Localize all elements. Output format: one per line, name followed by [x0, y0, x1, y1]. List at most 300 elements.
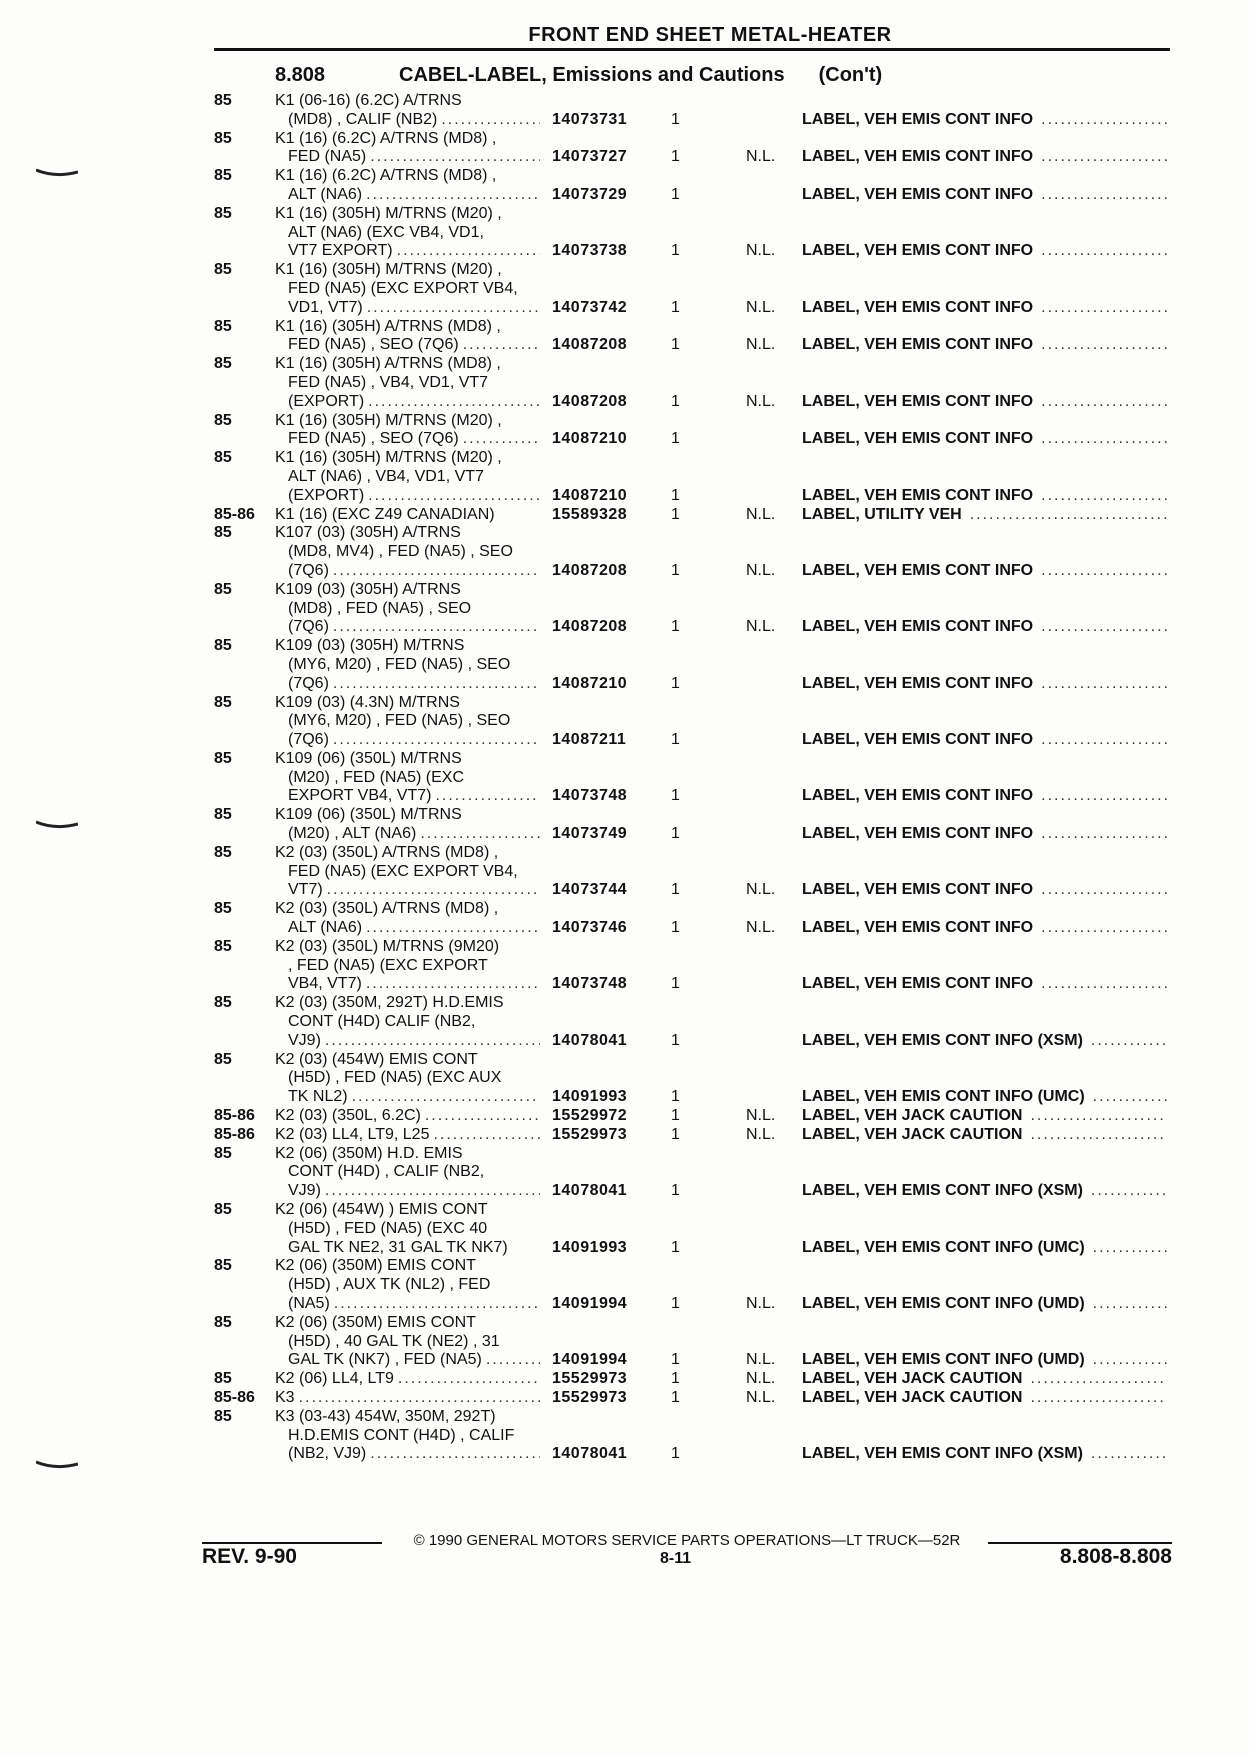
model-year: 85 [214, 843, 232, 861]
description-line [275, 186, 540, 205]
part-number: 14087210 [552, 674, 628, 692]
description-text: K1 (16) (305H) A/TRNS (MD8) , [275, 355, 501, 373]
part-name [802, 186, 1167, 205]
description-text: ALT (NA6) [288, 919, 363, 937]
dot-leader [393, 242, 540, 261]
part-name-text: LABEL, VEH EMIS CONT INFO [802, 392, 1034, 410]
description-line [275, 1126, 540, 1145]
dot-leader [321, 1182, 540, 1201]
description-line [275, 111, 540, 130]
parts-row [0, 637, 1249, 693]
description-line [275, 1445, 540, 1464]
description-text: (MY6, M20) , FED (NA5) , SEO [288, 712, 511, 730]
parts-row [0, 938, 1249, 994]
quantity: 1 [671, 110, 680, 128]
description-line [275, 1427, 540, 1446]
application-description [275, 1126, 540, 1145]
description-text: K109 (06) (350L) M/TRNS [275, 806, 462, 824]
quantity: 1 [671, 185, 680, 203]
part-number: 15529972 [552, 1107, 628, 1125]
dot-leader [364, 393, 540, 412]
model-year: 85-86 [214, 505, 255, 523]
parts-row [0, 1107, 1249, 1126]
quantity: 1 [671, 505, 680, 523]
description-text: FED (NA5) (EXC EXPORT VB4, [288, 279, 518, 297]
dot-leader [1033, 111, 1167, 130]
model-year: 85 [214, 1144, 232, 1162]
application-description [275, 1201, 540, 1257]
description-text: ALT (NA6) , VB4, VD1, VT7 [288, 467, 484, 485]
model-year: 85 [214, 637, 232, 655]
part-name [802, 487, 1167, 506]
part-number: 14073729 [552, 185, 628, 203]
description-text: (MD8) , CALIF (NB2) [288, 110, 438, 128]
quantity: 1 [671, 1107, 680, 1125]
description-line [275, 224, 540, 243]
part-name [802, 393, 1167, 412]
model-year: 85-86 [214, 1388, 255, 1406]
application-description [275, 1051, 540, 1107]
quantity: 1 [671, 392, 680, 410]
quantity: 1 [671, 1238, 680, 1256]
part-number: 14078041 [552, 1445, 628, 1463]
description-text: K1 (16) (EXC Z49 CANADIAN) [275, 505, 495, 523]
description-text: K2 (06) (350M) H.D. EMIS [275, 1144, 463, 1162]
description-line [275, 1145, 540, 1164]
part-number: 14078041 [552, 1031, 628, 1049]
part-name-text: LABEL, VEH EMIS CONT INFO (XSM) [802, 1182, 1083, 1200]
description-line [275, 750, 540, 769]
part-name [802, 1107, 1167, 1126]
description-text: K109 (03) (4.3N) M/TRNS [275, 693, 460, 711]
part-name [802, 1295, 1167, 1314]
dot-leader [437, 111, 540, 130]
part-number: 14091994 [552, 1295, 628, 1312]
not-listed-flag: N.L. [746, 1388, 776, 1406]
dot-leader [394, 1370, 540, 1389]
model-year: 85 [214, 355, 232, 373]
part-number: 14073731 [552, 110, 628, 128]
part-number: 14087208 [552, 336, 628, 354]
dot-leader [1033, 618, 1167, 637]
section-heading [275, 64, 882, 87]
description-line [275, 1107, 540, 1126]
quantity: 1 [671, 731, 680, 749]
dot-leader [1022, 1370, 1167, 1389]
description-line [275, 675, 540, 694]
header-rule [214, 48, 1170, 51]
application-description [275, 806, 540, 844]
application-description [275, 1257, 540, 1313]
description-line [275, 806, 540, 825]
part-name [802, 975, 1167, 994]
description-line [275, 543, 540, 562]
part-number: 14091993 [552, 1088, 628, 1106]
model-year: 85 [214, 524, 232, 542]
application-description [275, 261, 540, 317]
quantity: 1 [671, 1370, 680, 1388]
parts-row [0, 1370, 1249, 1389]
dot-leader [366, 148, 540, 167]
not-listed-flag: N.L. [746, 392, 776, 410]
quantity: 1 [671, 298, 680, 316]
model-year: 85 [214, 167, 232, 185]
part-name-text: LABEL, VEH EMIS CONT INFO [802, 336, 1034, 354]
parts-row [0, 1126, 1249, 1145]
section-continued: (Con't) [818, 64, 883, 86]
part-number: 14073746 [552, 919, 628, 937]
model-year: 85 [214, 449, 232, 467]
description-text: K3 [275, 1388, 295, 1406]
dot-leader [459, 336, 540, 355]
description-line [275, 581, 540, 600]
not-listed-flag: N.L. [746, 561, 776, 579]
part-number: 14087210 [552, 486, 628, 504]
part-name [802, 1182, 1167, 1201]
dot-leader [1083, 1182, 1167, 1201]
not-listed-flag: N.L. [746, 505, 776, 523]
description-line [275, 618, 540, 637]
description-text: (NB2, VJ9) [288, 1445, 367, 1463]
application-description [275, 900, 540, 938]
dot-leader [1033, 919, 1167, 938]
dot-leader [329, 618, 540, 637]
description-text: K2 (06) (454W) ) EMIS CONT [275, 1201, 488, 1219]
not-listed-flag: N.L. [746, 1125, 776, 1143]
description-line [275, 205, 540, 224]
part-name-text: LABEL, VEH EMIS CONT INFO (UMC) [802, 1088, 1085, 1106]
part-name [802, 1351, 1167, 1370]
model-year: 85 [214, 1370, 232, 1388]
description-line [275, 975, 540, 994]
part-name [802, 299, 1167, 318]
parts-row [0, 449, 1249, 505]
application-description [275, 750, 540, 806]
parts-row [0, 130, 1249, 168]
dot-leader [1083, 1445, 1167, 1464]
part-name [802, 618, 1167, 637]
quantity: 1 [671, 881, 680, 899]
quantity: 1 [671, 430, 680, 448]
description-text: VJ9) [288, 1182, 321, 1200]
description-text: (7Q6) [288, 674, 329, 692]
page-header-title: FRONT END SHEET METAL-HEATER [528, 24, 892, 46]
description-line [275, 430, 540, 449]
description-text: K1 (16) (305H) M/TRNS (M20) , [275, 449, 502, 467]
application-description [275, 1107, 540, 1126]
description-line [275, 167, 540, 186]
not-listed-flag: N.L. [746, 148, 776, 166]
parts-row [0, 261, 1249, 317]
parts-row [0, 1145, 1249, 1201]
dot-leader [1033, 487, 1167, 506]
not-listed-flag: N.L. [746, 1351, 776, 1369]
description-text: K1 (16) (305H) A/TRNS (MD8) , [275, 317, 501, 335]
description-text: GAL TK NE2, 31 GAL TK NK7) [288, 1238, 508, 1256]
part-name [802, 731, 1167, 750]
application-description [275, 938, 540, 994]
description-text: (7Q6) [288, 561, 329, 579]
model-year: 85 [214, 1050, 232, 1068]
description-text: (M20) , ALT (NA6) [288, 825, 417, 843]
description-text: K2 (03) (350L) A/TRNS (MD8) , [275, 900, 499, 918]
model-year: 85 [214, 749, 232, 767]
parts-row [0, 994, 1249, 1050]
part-name-text: LABEL, VEH EMIS CONT INFO (UMD) [802, 1295, 1085, 1312]
description-text: VJ9) [288, 1031, 321, 1049]
description-text: (7Q6) [288, 731, 329, 749]
dot-leader [1033, 731, 1167, 750]
not-listed-flag: N.L. [746, 881, 776, 899]
part-name [802, 562, 1167, 581]
dot-leader [1033, 975, 1167, 994]
dot-leader [295, 1389, 540, 1408]
dot-leader [1033, 299, 1167, 318]
description-text: (EXPORT) [288, 486, 365, 504]
model-year: 85-86 [214, 1125, 255, 1143]
part-number: 14073738 [552, 242, 628, 260]
description-line [275, 374, 540, 393]
dot-leader [416, 825, 540, 844]
model-year: 85 [214, 900, 232, 918]
description-text: GAL TK (NK7) , FED (NA5) [288, 1351, 482, 1369]
part-name-text: LABEL, VEH EMIS CONT INFO [802, 242, 1034, 260]
dot-leader [1033, 393, 1167, 412]
dot-leader [323, 881, 540, 900]
parts-row [0, 1389, 1249, 1408]
quantity: 1 [671, 148, 680, 166]
quantity: 1 [671, 1295, 680, 1312]
description-text: (EXPORT) [288, 392, 365, 410]
model-year: 85 [214, 317, 232, 335]
parts-row [0, 694, 1249, 750]
description-text: FED (NA5) , SEO (7Q6) [288, 336, 459, 354]
dot-leader [1033, 881, 1167, 900]
part-number: 14091994 [552, 1351, 628, 1369]
part-name [802, 675, 1167, 694]
description-line [275, 524, 540, 543]
description-text: K1 (16) (6.2C) A/TRNS (MD8) , [275, 167, 497, 185]
part-name-text: LABEL, UTILITY VEH [802, 505, 962, 523]
dot-leader [1033, 186, 1167, 205]
dot-leader [362, 186, 540, 205]
application-description [275, 524, 540, 580]
dot-leader [1083, 1032, 1167, 1051]
description-text: H.D.EMIS CONT (H4D) , CALIF [288, 1426, 515, 1444]
dot-leader [1033, 336, 1167, 355]
description-line [275, 449, 540, 468]
parts-row [0, 1051, 1249, 1107]
parts-row [0, 167, 1249, 205]
description-text: K1 (16) (305H) M/TRNS (M20) , [275, 261, 502, 279]
part-name [802, 881, 1167, 900]
dot-leader [431, 787, 540, 806]
part-name [802, 430, 1167, 449]
model-year: 85 [214, 937, 232, 955]
description-line [275, 769, 540, 788]
description-line [275, 712, 540, 731]
part-name-text: LABEL, VEH EMIS CONT INFO (XSM) [802, 1445, 1083, 1463]
description-line [275, 506, 540, 525]
description-text: (MD8, MV4) , FED (NA5) , SEO [288, 543, 513, 561]
dot-leader [362, 975, 540, 994]
description-line [275, 825, 540, 844]
description-text: (MY6, M20) , FED (NA5) , SEO [288, 655, 511, 673]
dot-leader [962, 506, 1167, 525]
part-name [802, 1445, 1167, 1464]
description-line [275, 355, 540, 374]
part-name [802, 1126, 1167, 1145]
dot-leader [429, 1126, 540, 1145]
part-name-text: LABEL, VEH EMIS CONT INFO (XSM) [802, 1031, 1083, 1049]
part-name [802, 336, 1167, 355]
model-year: 85 [214, 1313, 232, 1331]
dot-leader [330, 1295, 540, 1314]
part-name [802, 506, 1167, 525]
description-line [275, 1013, 540, 1032]
part-number: 14073727 [552, 148, 628, 166]
description-text: FED (NA5) , SEO (7Q6) [288, 430, 459, 448]
description-line [275, 1032, 540, 1051]
not-listed-flag: N.L. [746, 1107, 776, 1125]
application-description [275, 1389, 540, 1408]
parts-row [0, 355, 1249, 411]
description-line [275, 1314, 540, 1333]
quantity: 1 [671, 1031, 680, 1049]
page-number: 8-11 [660, 1550, 692, 1567]
part-name-text: LABEL, VEH EMIS CONT INFO [802, 787, 1034, 805]
description-text: (H5D) , 40 GAL TK (NE2) , 31 [288, 1332, 500, 1350]
part-name [802, 825, 1167, 844]
model-year: 85 [214, 994, 232, 1012]
description-text: K2 (06) (350M) EMIS CONT [275, 1257, 476, 1275]
parts-row [0, 318, 1249, 356]
description-line [275, 863, 540, 882]
description-line [275, 1088, 540, 1107]
dot-leader [321, 1032, 540, 1051]
not-listed-flag: N.L. [746, 1370, 776, 1388]
dot-leader [1022, 1126, 1167, 1145]
not-listed-flag: N.L. [746, 298, 776, 316]
application-description [275, 694, 540, 750]
dot-leader [366, 1445, 540, 1464]
part-number: 14087208 [552, 561, 628, 579]
description-text: ALT (NA6) (EXC VB4, VD1, [288, 223, 484, 241]
description-line [275, 1163, 540, 1182]
application-description [275, 412, 540, 450]
part-name [802, 1239, 1167, 1258]
part-number: 14087208 [552, 618, 628, 636]
description-line [275, 1239, 540, 1258]
model-year: 85 [214, 580, 232, 598]
description-text: (M20) , FED (NA5) (EXC [288, 768, 465, 786]
part-name-text: LABEL, VEH JACK CAUTION [802, 1388, 1023, 1406]
description-line [275, 637, 540, 656]
description-text: K1 (16) (6.2C) A/TRNS (MD8) , [275, 129, 497, 147]
description-text: (NA5) [288, 1295, 330, 1312]
part-name [802, 1032, 1167, 1051]
description-text: VT7 EXPORT) [288, 242, 393, 260]
description-text: (H5D) , FED (NA5) (EXC 40 [288, 1219, 488, 1237]
description-text: FED (NA5) (EXC EXPORT VB4, [288, 862, 518, 880]
model-year: 85 [214, 693, 232, 711]
description-line [275, 261, 540, 280]
description-line [275, 881, 540, 900]
application-description [275, 1145, 540, 1201]
model-year: 85 [214, 261, 232, 279]
dot-leader [1022, 1107, 1167, 1126]
part-number: 15589328 [552, 505, 628, 523]
dot-leader [1033, 562, 1167, 581]
dot-leader [1033, 825, 1167, 844]
model-year: 85 [214, 1407, 232, 1425]
part-name-text: LABEL, VEH EMIS CONT INFO [802, 825, 1034, 843]
model-year: 85 [214, 204, 232, 222]
not-listed-flag: N.L. [746, 1295, 776, 1312]
parts-row [0, 806, 1249, 844]
part-name [802, 111, 1167, 130]
part-name-text: LABEL, VEH EMIS CONT INFO [802, 298, 1034, 316]
not-listed-flag: N.L. [746, 919, 776, 937]
parts-row [0, 1257, 1249, 1313]
description-line [275, 1370, 540, 1389]
part-number: 15529973 [552, 1388, 628, 1406]
parts-row [0, 750, 1249, 806]
not-listed-flag: N.L. [746, 242, 776, 260]
quantity: 1 [671, 1351, 680, 1369]
application-description [275, 130, 540, 168]
part-name-text: LABEL, VEH EMIS CONT INFO [802, 185, 1034, 203]
application-description [275, 92, 540, 130]
part-name [802, 919, 1167, 938]
description-line [275, 280, 540, 299]
part-name-text: LABEL, VEH EMIS CONT INFO [802, 430, 1034, 448]
part-number: 14073742 [552, 298, 628, 316]
description-line [275, 299, 540, 318]
description-line [275, 393, 540, 412]
quantity: 1 [671, 336, 680, 354]
part-name [802, 148, 1167, 167]
part-name-text: LABEL, VEH EMIS CONT INFO [802, 674, 1034, 692]
description-line [275, 994, 540, 1013]
quantity: 1 [671, 618, 680, 636]
parts-row [0, 1201, 1249, 1257]
quantity: 1 [671, 1088, 680, 1106]
model-year: 85 [214, 1257, 232, 1275]
description-line [275, 919, 540, 938]
description-line [275, 656, 540, 675]
description-line [275, 600, 540, 619]
description-line [275, 1220, 540, 1239]
part-name-text: LABEL, VEH EMIS CONT INFO [802, 486, 1034, 504]
description-text: VT7) [288, 881, 323, 899]
parts-row [0, 506, 1249, 525]
dot-leader [1033, 242, 1167, 261]
parts-row [0, 1314, 1249, 1370]
dot-leader [1085, 1239, 1167, 1258]
description-line [275, 1408, 540, 1427]
parts-row [0, 412, 1249, 450]
description-line [275, 92, 540, 111]
dot-leader [363, 299, 540, 318]
description-text: ALT (NA6) [288, 185, 363, 203]
part-name-text: LABEL, VEH EMIS CONT INFO [802, 618, 1034, 636]
model-year: 85 [214, 129, 232, 147]
parts-row [0, 1408, 1249, 1464]
part-name-text: LABEL, VEH JACK CAUTION [802, 1370, 1023, 1388]
application-description [275, 844, 540, 900]
parts-row [0, 844, 1249, 900]
